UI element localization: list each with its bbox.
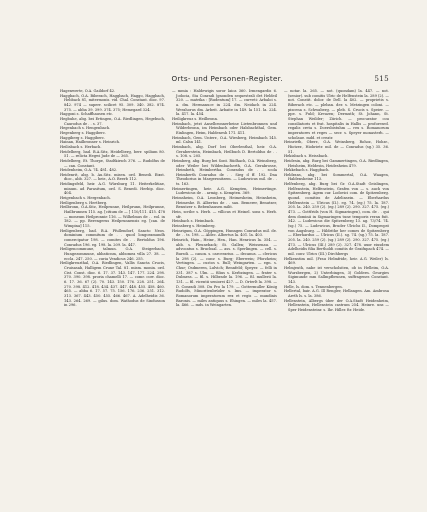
column-left (60, 89, 165, 481)
register-entry: Heidingsfeld, heir. A.G. Würzburg 11. Heiterkelitiae, minum. ad Parasitum, ord. S. Benedi. Herbip. dioc. 404. (60, 182, 165, 196)
register-entry: Hegenberg s. Haggiberc. (60, 130, 107, 135)
register-entry: Heimbach, jetzt Anselbronnerbeine Lietenbronnen und Wilderbronn, im Heimbach oder Halsbachthal, Gem. Einlingen, Heim, Haldenesh 171. 411. (172, 121, 277, 135)
register-entry: Heimberg, abg. Burg bei Sont. Rüdhach, O.A. Weinsberg, oder Weiler bei Wildenbacherth, O.A. Gerabrosse, Heimbeth, Heimbertha. Conradus de . . scola Heimberth Conradus de . . Sieg d ff. 192. Dna Theodorius in Margersnitzem. — Ludowicus mil. de . . ts. 163. (172, 158, 277, 187)
register-entry: Hainan, Hailbronner s. Heinrich. (60, 140, 121, 145)
register-entry: — mmia : Haldewigis soror laica 360. Irmengardis 6. Jodocia, Sta Conradi (gnonden sequestrali det Heldeil 320. — matrika : [Rudentum] 17. — curveti: Arbaloi s. a. dm. Hermanuce in 224. dm. Neidach in 224. Werahorus dm. Arbeit. Arbaite in 149. la 151. la. 224. la. 417. la. 454. (172, 89, 277, 117)
register-entry: Heiligencommune, talmun. O.A. Steigerbach, Hungezommune, abbaticnm, abbomea villa 27. 38. — eccla. 247. 250. — curia Vendicus 246. 255. (60, 247, 165, 261)
register-entry: Heilisbach s. Herbach. (60, 144, 102, 149)
register-entry: Heidelberg, Et. Thorpe, Stadtkirsch 376. — Rudolfus de — can. Constant. (60, 158, 165, 168)
register-entry: Heimbach, abg. Dorf bei Oberlenthal, heir. O.A. Geraberstein, Heimbach, Heilbuch D. Bertoldus de . . s. 108. s. 205. (172, 144, 277, 159)
register-entry: Hellenstein, Albergs über der O.A.Stadt Heidenheim, Hellenstein, Hellenstein castrum 254. Heinre. uns — Sper Heidensteinr. s. Ihr. Hiller. fir. Heide. (284, 298, 389, 312)
register-entry: Heinbach s. Heimbach. (172, 219, 215, 224)
register-entry: Heinrieth, Oberr., O.A. Weinsberg, Rohoz, Hohzr., Hiotzer., Hiohrietr. mil. de — Conradus (sg.) 35. 36. 51. (284, 140, 389, 154)
register-entry: Haggoni s. Schaffhausen etc. (60, 112, 114, 117)
register-entry: Hekkebach s. Haggbach. (284, 168, 330, 173)
register-entry: Helmjeuth, nabe ist verscholsiten, ob in Helleim, O.A. Wurzbergen, 2) Unterbingen, 3) Goldern. Geurgies Sigimunde mm Sallmpfbrunen, suffragenes Constant. 143. (284, 265, 389, 284)
register-entry: Heidenrit, abg. b. Au.Sitz. misen. ord. Benedi. Eixst. dioc., abb. 327. — heir., A.O. Beerb 112. (60, 172, 165, 182)
register-entry: Heinrich, Hain., Heinr., Hen., Han. Henricus la. 354. — abb. s. Pleuneback; St. Gallen; Weissenau. — advocatus s. Bruchsal. — ass. s. Sperlingen. — cell. s. Bursdi. — canon. s. carcerarius. — decanus. — clericus la 298 (2). — conv. s. Burg; Eberwein; Pforzheim; Vertingen. — custos s. Rull; Weingarten. — egn. s. Chur; Osdmeren, Lulvich; Rennfeld; Speyer. — felli in 331. 387 s. Ulm. — filius s. Kerbzingen. — frater s. Dulmess. — fil. s. Hilbrade la. 196. — fil. mullerii la. 131. — fil. vicentii seniorei 427. — D. Orterlt la. 398. — D. Conradi 308. Du Pro la 179. — Gottermuller König Rudolfs, Minoritenbrüder s. Ims. — imperator s. Romanorum imperatorum rex et regis — mundinis Baronis. — miles antiquus s. Ehingen. — miles la. 457. la. 466. — mds. in Weingarten. (172, 238, 277, 308)
register-entry: Haggiberg s. Haggiberc. (60, 135, 106, 140)
register-entry: Heidenheim, O.A. 74. 481. 482. (60, 168, 118, 173)
register-entry: Helle, ls. dom. s. Tennenbergen. (284, 284, 343, 289)
column-middle (172, 89, 277, 481)
register-entry: Hagenwerte, O.A. Gaildorf 42. (60, 89, 116, 93)
register-columns (60, 89, 389, 481)
register-entry: Hegbuhe, abg. bei Ertingen, O.A. Riedlingen, Hegebuch, Caurodus de . . s. 37. (60, 116, 165, 126)
register-entry: Heidelberg, bad. B.A.Sitz, Heidelberg, berr. spilium 80. 51. — relicta Hegwi Jude de — 365. (60, 149, 165, 159)
register-entry: Heinsberg s. Heimberg. (172, 224, 216, 229)
register-entry: Heiligkreuzthal, O.A. Riedlingen, Vallis Sancta Crucis, Cruisasab, Halligem Crune Tal. 81. mism. monin. ord. Cist. Const. dioc. 6. 17. 37. 143. 147. 177. 224. 298. 370. 390. 398. proria chamelli 17. — comr. corr. dioc. 6. 17. 36. 67 (2). 70. 143. 150. 176. 228. 251. 264. 270. 398. 412. 418. 434. 437. 447. 448. 455. 458. 460. 465. — abba 6. 17. 57. 75. 156. 176. 236. 251. 312. 313. 367. 443. 450. 455. 466. 467. A. Adelheidis 36. 143. 264. 269. — gilus. dom. Wathodus de Sindusson in 296. (60, 261, 165, 308)
register-entry: Heinrigum, O.A. Göppingen, Hunngen Conradus mil. de. de . . ts. 198. — Aldec. Albertus la. 401. la. 403. (172, 228, 277, 238)
register-entry: Helfenberg, abg. Burg bei Gr. O.A.Stadt Geislingen, Helfenstein, Helfenstein, Grafen von — s. auch von Spitzenberg. Agem cur. Lodovici com. de Spitzenberg. quond. comitiss de Adelinsein. — Eberhardus Helfenstein — Ulricus (II.). eg. 74. (eg.) 75. la. 187. 205. la. 240. 259 (2). (eg.) 289 (2). 290. 327. 475. (eg.) 473. — Gottfrids (von H. Sigmaringen), com. de . . qui dem dominii in Sigmaringen tune temporis reran fuit. 342. — Ludewicus die Spitzenberg 13. ag. 73/74. 74. (sg.) 75. — Ludewicus, Bruder Ulrichs II., Dompropst von Augsburg. — Hildrithe her comes de Spitzenberg — Eberhardus — Ulricus (II.). sg. 74. (sg.) 75. la. 187. 205. la. 240. 259 (2). (sg.) 289 (2). 290. 327. 475. (eg.) 473. — Ulricus (III.) 289 (2). 327. 478. uxor eiusdem Adelheidis filia Bertholdi comitis de Graifnpach 474. — mil. conv. Ulrics (III.) Dirchbergs (284, 182, 389, 256)
register-entry: Hein, scribe s. Herb. — villicus et Heinel. sons s. Herb. sfr. (172, 210, 277, 219)
register-entry: — notar. la. 265. — not. (quondam) la. 447. — not. (senior). sub comitis Ulric de Helfenstein la. 289 (2). — not. Constit. dolor. de Dell. la 402. — proprietis s. Biberach etc. — pleban. der. s. Metzingen coloni. — piscena s. Schwaberg. — pleb. S. Crucis s. Speier. — ppe. s. Fuld; Kreuzen; Dermuth; St. Johann, St. Stephan Weilder; Zürich. — procurator cou consiliatoris et frat. hospitalis in Hallis — proforesed. regalis creta s. Doersbistuhm — rex s. Romanorum imperatores et reges — secr. s. Speyer monasterh. — scholaue. mdd. et creatr. (284, 89, 389, 140)
running-title: Orts- und Personen-Register. (171, 74, 283, 83)
register-entry: Haggbach, O.A. Biberach, Haggbach, Haggo, Haggbach, Hebbach 81, mitermonis. vid. Chal. Constant. dioc. 97. 842. 974 — superr. scilicet 95. 309. 340. 382. 874. 375. — abba 39. 399. 374. 375; Hemegard 324. (60, 93, 165, 112)
register-entry: Heldrans, abg. bei Sommertal, O.A. Waagen, Haldensheine 113. (284, 172, 389, 182)
register-entry: Hekisbach s. Heissbach. (284, 154, 329, 159)
column-right (284, 89, 389, 481)
register-entry: Heimbach, Gem. Unterr., O.A. Wiesberg, Heimbach 145. ml. Calsn 141. (172, 135, 277, 145)
register-entry: Heimsheim, O.A. Leonberg, Heimesheim, Heinsheim, Heimeshe. B. Albertus de . . sau. Bemerer, Benutzer, Benutzer s. Bebenhausen milit. (172, 196, 277, 210)
register-entry: Hegenbach s. Hengenbach. (60, 126, 111, 131)
register-entry: Heiligenberg s. Hertberg. (60, 200, 108, 205)
register-entry: Hellertal, bair. A.G. Ill Rengler, Hellangen. Am. Ambrosa Arrth ls. s. la. 386. (284, 289, 389, 298)
register-entry: Heigenbach s. Hergenbach. (60, 196, 111, 201)
register-entry: Heiligenberg, bad. B.A. Pfullendorf, Sancto Neos. dominium commitum de . . quod longoramundh comercipatur 198. — comites de . . Bertoldus 196. Conradus 196. eg. 198. la. 209. la. 447. (60, 228, 165, 247)
register-entry: Heimertingen, heir. A.G. Kempten, Heimertinge. Ludewicus de . . armig. s. Kempten. 369. (172, 186, 277, 196)
page-number: 515 (374, 74, 389, 83)
register-entry: Heilbronn, O.A.Sitz, Heilprunne, Heilprunn, Heilprunne, Hailbrunnen 115. ag. [citium de — ] 110/111. 415. 478 — moneum Heilpronnie 116. — Wilhelmus de . . eol. in 182. — pp. Berengerus Heilprunnensis eg. [can. de Wimpina] 115. (60, 205, 165, 229)
register-entry: Helkenstim mil. (Frau Helmfride, heir. A.G. Weiler) ls. 469. (284, 256, 389, 266)
register-entry: Heiligkreuz s. Heilbronn. (172, 116, 219, 121)
page-header (60, 74, 389, 83)
register-entry: Heidesin, abg. Burg bei Gammertingen, O.A. Riedlingen, Heisheim, Heldesin, Heidesheim 479. (284, 158, 389, 168)
